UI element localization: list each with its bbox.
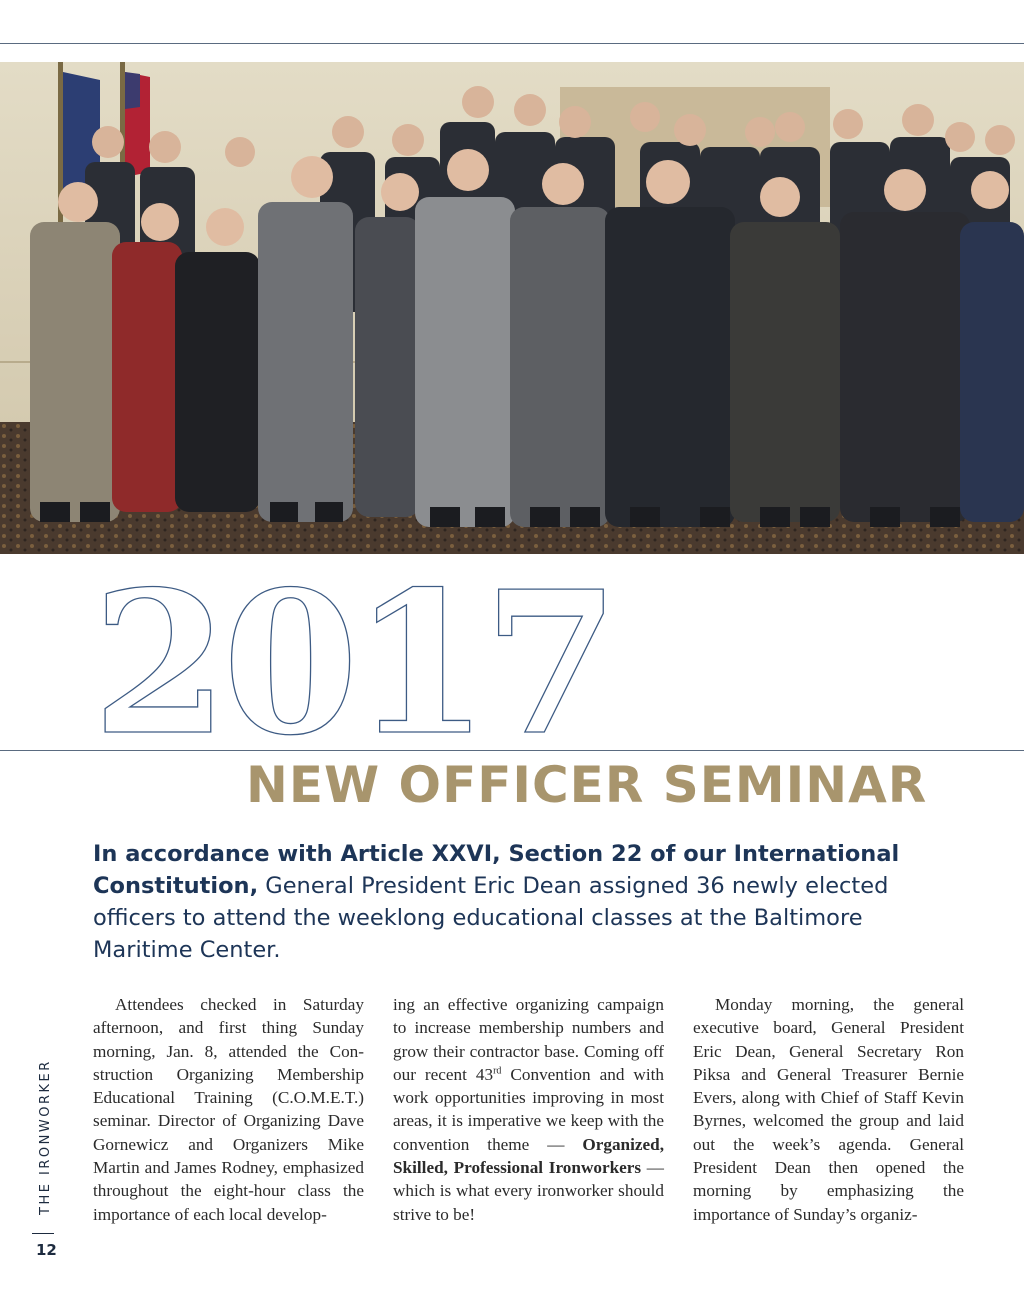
group-photo <box>0 62 1024 554</box>
page-title: NEW OFFICER SEMINAR <box>246 756 928 814</box>
column-3-text: Monday morning, the general executive board, General President Eric Dean, General Secretary Ron Piksa and General Treasurer Bernie Evers, along with Chief of Staff Kevin Byrnes, welcomed the group and laid out the week’s agenda. General President Dean then opened the morning by emphasizing the importance of Sunday’s organiz- <box>693 995 964 1224</box>
year-outline-title <box>90 570 690 750</box>
page-number: 12 <box>36 1241 57 1259</box>
column-2-part-c: — which is what every ironworker should strive to be! <box>393 1158 664 1224</box>
body-columns <box>93 993 963 1233</box>
lede-paragraph <box>93 838 953 966</box>
convention-theme: Organized, Skilled, Professional Ironworkers <box>393 1134 664 1178</box>
column-1-text: Attendees checked in Saturday afternoon, and first thing Sunday morning, Jan. 8, attended the Construction Organizing Membership Educational Training (C.O.M.E.T.) seminar. Director of Organizing Dave Gornewicz and Organizers Mike Martin and James Rodney, emphasized throughout the eight-hour class the importance of each local develop- <box>93 995 364 1224</box>
column-3 <box>693 993 964 1226</box>
year-text: 2017 <box>92 570 614 750</box>
column-2 <box>393 993 664 1226</box>
lede-bold: In accordance with Article XXVI, Section 22 of our International Constitution, <box>93 841 900 899</box>
publication-name: THE IRONWORKER <box>38 1059 53 1215</box>
column-2-part-a: ing an effective organizing campaign to increase membership numbers and grow their contractor base. Coming off our recent 43 <box>393 995 664 1084</box>
column-2-part-b: Convention and with work opportunities improving in most areas, it is imperative we keep with the convention theme — <box>393 1064 664 1154</box>
group-photo-icon <box>0 62 1024 554</box>
headline-rule <box>0 750 1024 751</box>
column-2-text <box>393 993 664 1226</box>
column-1 <box>93 993 364 1226</box>
top-rule <box>0 43 1024 44</box>
page-number-rule <box>32 1233 54 1234</box>
lede-regular: General President Eric Dean assigned 36 newly elected officers to attend the weeklong educational classes at the Baltimore Maritime Center. <box>93 873 889 963</box>
ordinal-suffix: rd <box>493 1065 502 1077</box>
